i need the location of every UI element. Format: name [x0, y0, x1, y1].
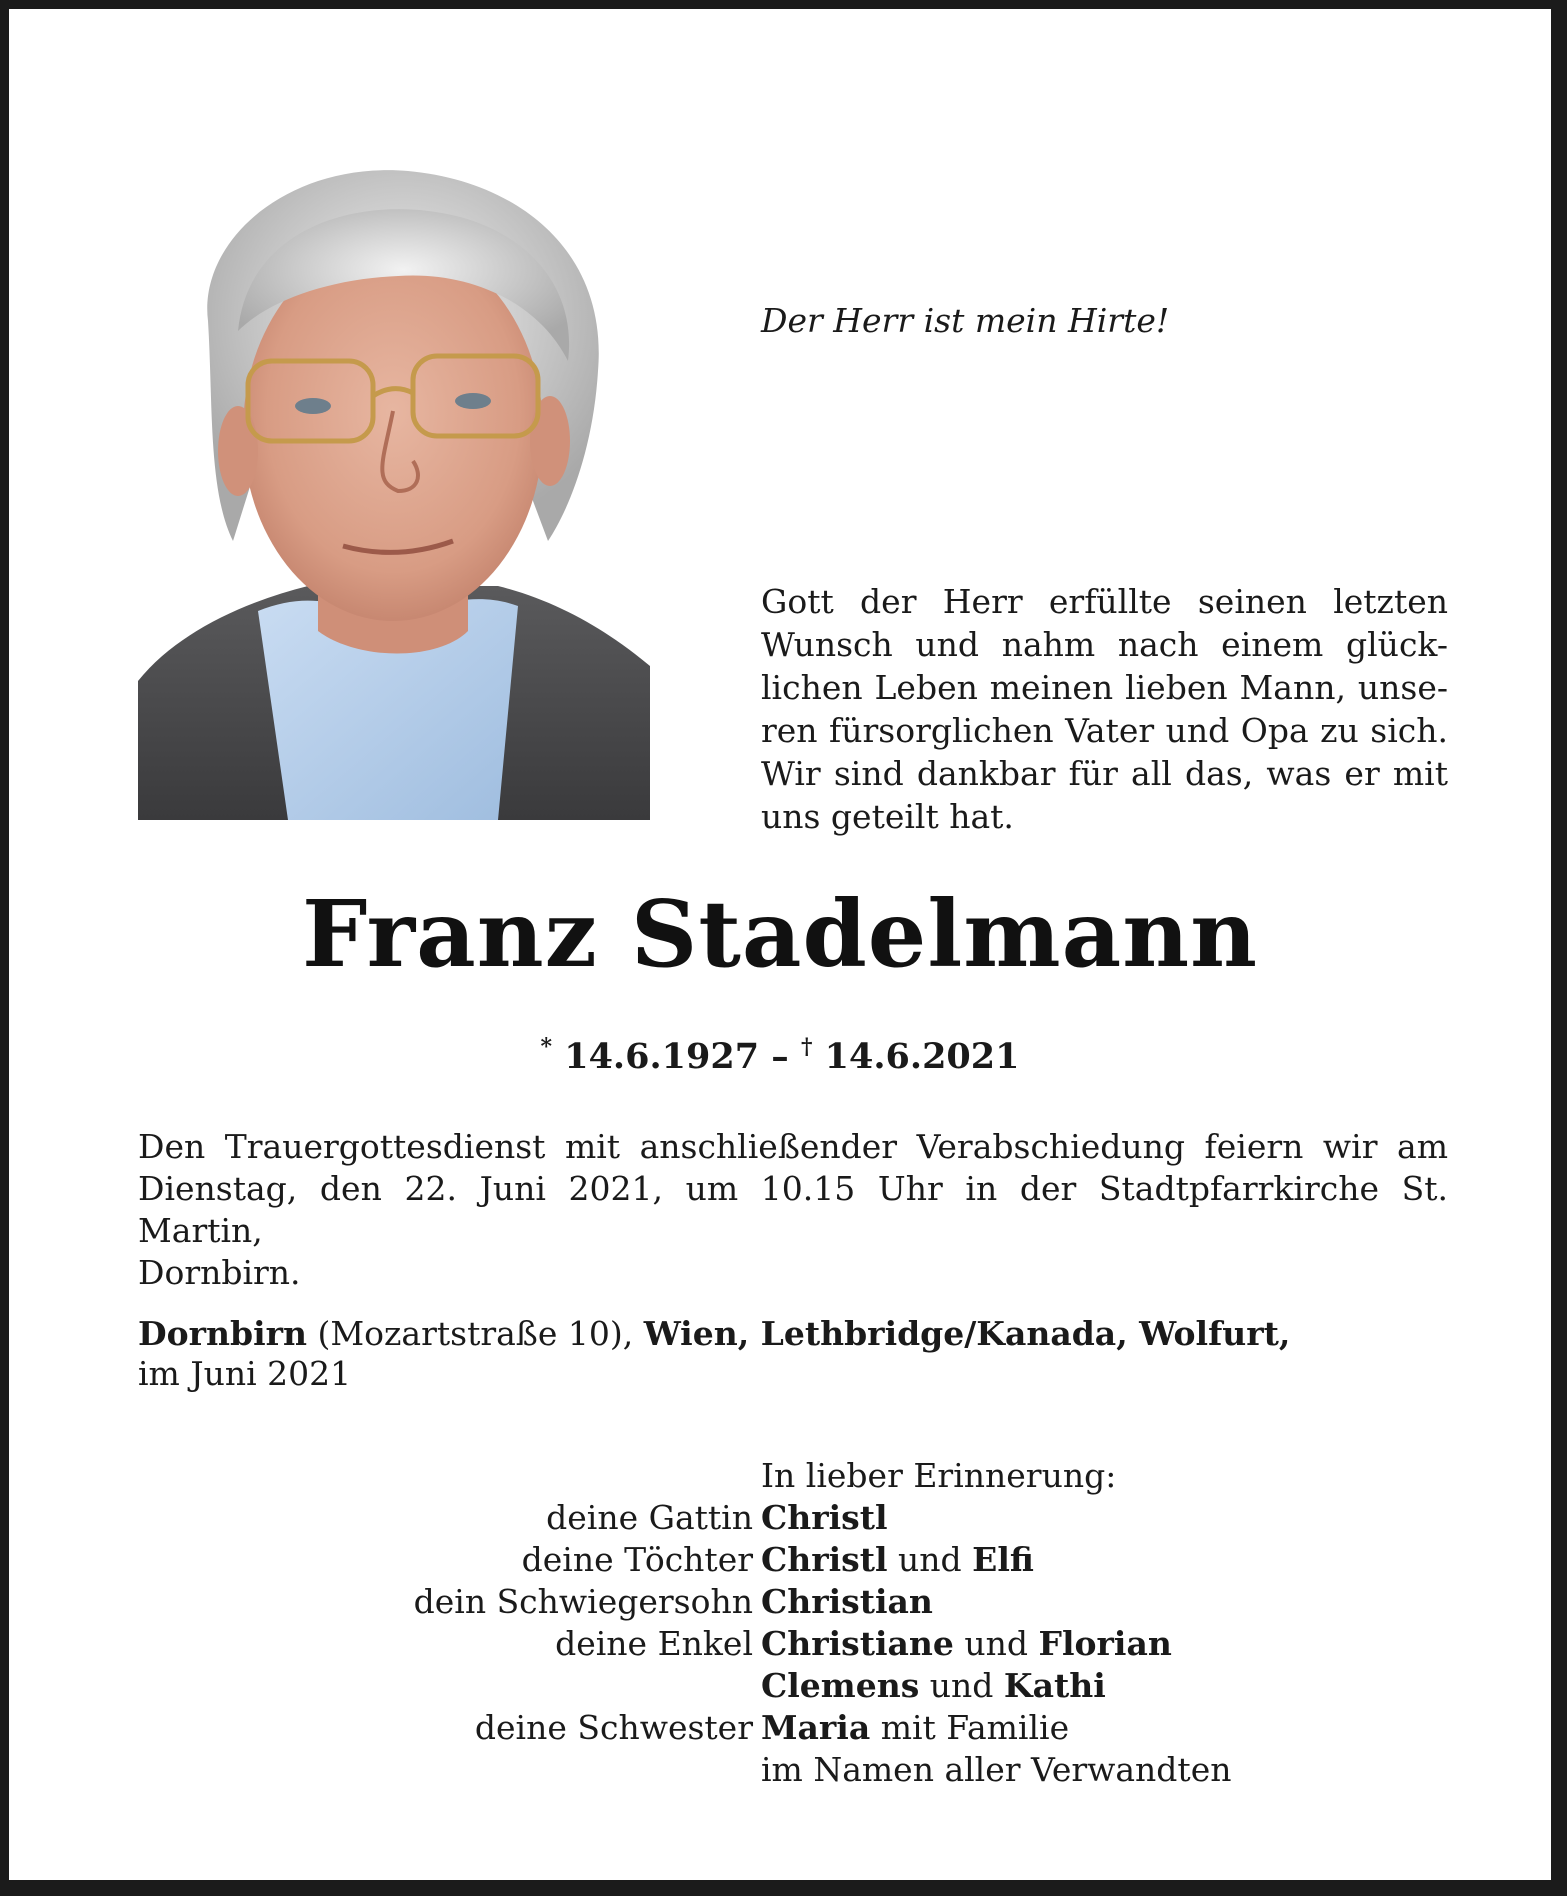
- death-date: 14.6.2021: [824, 1036, 1020, 1077]
- family-rest: im Namen aller Verwandten: [761, 1750, 1232, 1789]
- family-conj: und: [919, 1666, 1004, 1705]
- family-name: Florian: [1038, 1624, 1172, 1663]
- family-list: [309, 1497, 1459, 1791]
- family-relation: deine Schwester: [474, 1708, 753, 1747]
- bible-quote: Der Herr ist mein Hirte!: [761, 301, 1170, 340]
- birth-date: 14.6.1927: [564, 1036, 760, 1077]
- place-city: Dornbirn: [138, 1314, 307, 1353]
- family-row: [309, 1581, 1459, 1623]
- portrait-photo: [138, 161, 650, 820]
- family-name: Christian: [761, 1582, 933, 1621]
- family-conj: und: [953, 1624, 1039, 1663]
- family-row: [309, 1749, 1459, 1791]
- deceased-name: Franz Stadelmann: [301, 880, 1259, 988]
- family-names: [761, 1497, 1459, 1539]
- family-relation: deine Töchter: [521, 1540, 753, 1579]
- service-line: Den Trauergottesdienst mit anschließender Verabschiedung feiern wir am: [138, 1127, 1448, 1166]
- service-line: Dornbirn.: [138, 1253, 301, 1292]
- family-names: [761, 1665, 1459, 1707]
- place-and-date: [138, 1314, 1448, 1394]
- family-name: Kathi: [1003, 1666, 1106, 1705]
- family-relation: deine Gattin: [546, 1498, 753, 1537]
- family-row: [309, 1497, 1459, 1539]
- place-others: Wien, Lethbridge/Kanada, Wolfurt,: [643, 1314, 1291, 1353]
- family-row: [309, 1539, 1459, 1581]
- place-date: im Juni 2021: [138, 1354, 352, 1393]
- family-name: Christl: [761, 1498, 888, 1537]
- life-dates: [9, 1025, 1551, 1079]
- intro-text: [761, 580, 1448, 838]
- remembrance-heading: In lieber Erinnerung:: [761, 1456, 1117, 1495]
- place-line: [138, 1314, 1448, 1354]
- death-symbol: †: [800, 1034, 813, 1060]
- family-conj: und: [887, 1540, 973, 1579]
- intro-line: uns geteilt hat.: [761, 797, 1014, 836]
- family-relation: deine Enkel: [555, 1624, 753, 1663]
- family-name: Christiane: [761, 1624, 954, 1663]
- family-rest: mit Familie: [870, 1708, 1070, 1747]
- family-relation: [309, 1665, 761, 1707]
- birth-symbol: *: [540, 1034, 553, 1060]
- intro-line: Gott der Herr erfüllte seinen letzten: [761, 582, 1448, 621]
- family-name: Elfi: [972, 1540, 1034, 1579]
- family-row: [309, 1623, 1459, 1665]
- family-name: Christl: [761, 1540, 888, 1579]
- intro-line: ren fürsorglichen Vater und Opa zu sich.: [761, 711, 1448, 750]
- family-relation: [309, 1749, 761, 1791]
- portrait-illustration: [138, 161, 650, 820]
- family-names: [761, 1707, 1459, 1749]
- family-names: [761, 1539, 1459, 1581]
- family-name: Maria: [761, 1708, 871, 1747]
- family-names: [761, 1623, 1459, 1665]
- place-address: (Mozartstraße 10),: [317, 1314, 644, 1353]
- intro-line: lichen Leben meinen lieben Mann, unse-: [761, 668, 1448, 707]
- obituary-page: [9, 9, 1551, 1880]
- family-relation: dein Schwiegersohn: [413, 1582, 753, 1621]
- date-separator: –: [771, 1036, 789, 1077]
- family-row: [309, 1707, 1459, 1749]
- service-line: Dienstag, den 22. Juni 2021, um 10.15 Uhr in der Stadtpfarrkirche St. Martin,: [138, 1169, 1448, 1250]
- intro-line: Wunsch und nahm nach einem glück-: [761, 625, 1448, 664]
- family-names: [761, 1749, 1459, 1791]
- family-names: [761, 1581, 1459, 1623]
- family-row: [309, 1665, 1459, 1707]
- family-name: Clemens: [761, 1666, 920, 1705]
- funeral-service-text: [138, 1126, 1448, 1294]
- intro-line: Wir sind dankbar für all das, was er mit: [761, 754, 1448, 793]
